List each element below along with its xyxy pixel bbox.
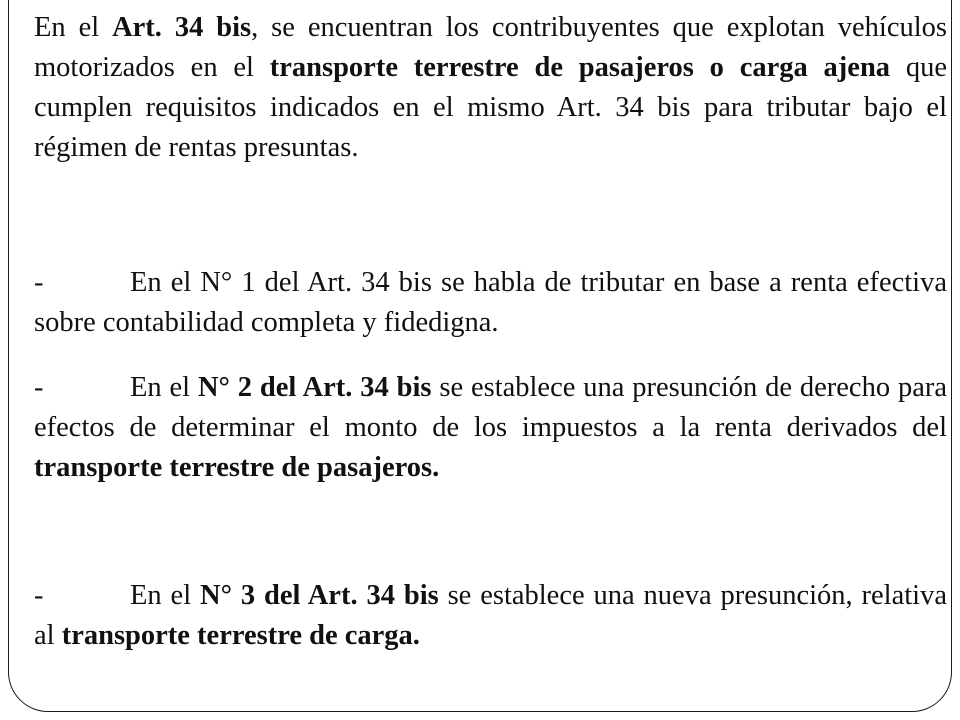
- bullet-dash: -: [34, 580, 44, 611]
- bold-segment: transporte terrestre de pasajeros o carga ajena: [269, 52, 891, 83]
- text-segment: En el: [130, 580, 200, 611]
- bullet-dash: -: [34, 267, 44, 298]
- bullet-dash: -: [34, 372, 44, 403]
- paragraph-art-34-bis-intro: [34, 8, 947, 168]
- text-segment: que cumplen requisitos indicados en el mismo Art. 34 bis para tributar bajo el régimen de rentas presuntas.: [34, 52, 947, 163]
- text-segment: En el N° 1 del Art. 34 bis se habla de tributar en base a renta efectiva sobre contabilidad completa y fidedigna.: [34, 267, 947, 338]
- bold-segment: N° 2 del Art. 34 bis: [197, 372, 432, 403]
- paragraph-n3: [34, 576, 947, 656]
- text-segment: se establece una nueva presunción, relativa al: [34, 580, 947, 651]
- text-segment: se establece una presunción de derecho para efectos de determinar el monto de los impuestos a la renta derivados del: [34, 372, 947, 443]
- text-segment: En el: [130, 372, 198, 403]
- bold-segment: Art. 34 bis: [112, 12, 252, 43]
- paragraph-n2: [34, 368, 947, 488]
- bold-segment: N° 3 del Art. 34 bis: [200, 580, 439, 611]
- text-segment: , se encuentran los contribuyentes que explotan vehículos motorizados en el: [34, 12, 947, 83]
- text-segment: En el: [34, 12, 113, 43]
- bold-segment: transporte terrestre de carga.: [61, 620, 420, 651]
- bold-segment: transporte terrestre de pasajeros.: [34, 452, 440, 483]
- paragraph-n1: [34, 263, 947, 343]
